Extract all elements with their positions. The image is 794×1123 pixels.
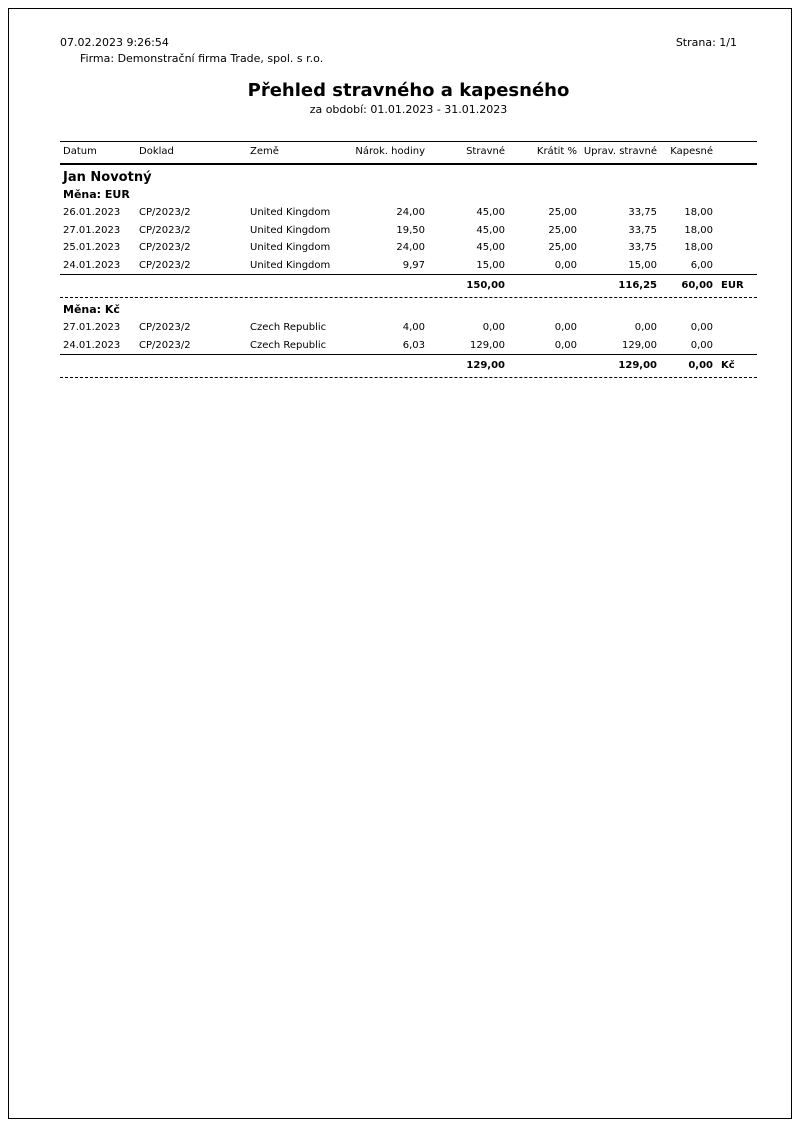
total-stravne: 129,00: [466, 360, 505, 371]
cell-doklad: CP/2023/2: [139, 207, 191, 218]
cell-uprav: 33,75: [628, 242, 657, 253]
currency-group-eur: [60, 187, 757, 298]
cell-datum: 24.01.2023: [63, 259, 121, 271]
cell-narok: 19,50: [396, 224, 425, 236]
cell-datum: 27.01.2023: [63, 322, 121, 333]
cell-stravne: 45,00: [476, 207, 505, 218]
cell-narok: 6,03: [402, 339, 425, 351]
table-row: [60, 337, 757, 355]
report-datetime: 07.02.2023 9:26:54: [60, 36, 169, 49]
table-row: [60, 222, 757, 240]
cell-zeme: United Kingdom: [250, 242, 331, 253]
cell-narok: 4,00: [402, 322, 425, 333]
total-currency: Kč: [721, 360, 735, 371]
cell-kapesne: 0,00: [690, 339, 713, 351]
report-subtitle: za období: 01.01.2023 - 31.01.2023: [309, 103, 508, 116]
cell-datum: 27.01.2023: [63, 224, 121, 236]
report-content: [60, 0, 757, 382]
report-meta-row: [60, 36, 757, 50]
cell-kratit: 0,00: [554, 259, 577, 271]
cell-uprav: 33,75: [628, 224, 657, 236]
cell-kratit: 0,00: [554, 339, 577, 351]
cell-stravne: 15,00: [476, 259, 505, 271]
cell-uprav: 33,75: [628, 207, 657, 218]
column-header-kapesne: Kapesné: [670, 146, 713, 157]
cell-stravne: 45,00: [476, 224, 505, 236]
cell-datum: 26.01.2023: [63, 207, 121, 218]
cell-doklad: CP/2023/2: [139, 259, 191, 271]
cell-kratit: 25,00: [548, 242, 577, 253]
total-kapesne: 0,00: [688, 360, 713, 371]
currency-group-label: Měna: Kč: [63, 303, 120, 316]
column-header-datum: Datum: [63, 146, 97, 157]
cell-uprav: 15,00: [628, 259, 657, 271]
company-line: Firma: Demonstrační firma Trade, spol. s r.o.: [80, 52, 324, 65]
total-uprav: 129,00: [618, 360, 657, 371]
cell-uprav: 129,00: [622, 339, 657, 351]
cell-zeme: United Kingdom: [250, 207, 331, 218]
column-header-kratit: Krátit %: [536, 146, 577, 157]
cell-stravne: 0,00: [482, 322, 505, 333]
cell-currency: [713, 222, 757, 240]
table-row: [60, 204, 757, 222]
cell-zeme: United Kingdom: [250, 259, 331, 271]
column-header-doklad: Doklad: [139, 146, 174, 157]
cell-zeme: United Kingdom: [250, 224, 331, 236]
cell-kapesne: 18,00: [684, 224, 713, 236]
total-kapesne: 60,00: [681, 280, 713, 291]
cell-doklad: CP/2023/2: [139, 242, 191, 253]
report-table: [60, 141, 757, 378]
cell-kapesne: 0,00: [690, 322, 713, 333]
report-title: Přehled stravného a kapesného: [247, 80, 570, 101]
cell-stravne: 129,00: [470, 339, 505, 351]
cell-kratit: 0,00: [554, 322, 577, 333]
cell-zeme: Czech Republic: [250, 322, 327, 333]
total-currency: EUR: [721, 280, 744, 291]
cell-narok: 24,00: [396, 242, 425, 253]
cell-zeme: Czech Republic: [250, 339, 327, 351]
cell-uprav: 0,00: [634, 322, 657, 333]
cell-datum: 25.01.2023: [63, 242, 121, 253]
table-row: [60, 319, 757, 337]
cell-kapesne: 6,00: [690, 259, 713, 271]
group-total-row: [60, 354, 757, 378]
column-header-currency-spacer: [713, 146, 757, 158]
cell-doklad: CP/2023/2: [139, 322, 191, 333]
cell-doklad: CP/2023/2: [139, 339, 191, 351]
group-total-row: [60, 274, 757, 298]
cell-kratit: 25,00: [548, 207, 577, 218]
cell-currency: [713, 319, 757, 337]
employee-name: Jan Novotný: [63, 170, 152, 185]
cell-kratit: 25,00: [548, 224, 577, 236]
currency-group-label: Měna: EUR: [63, 188, 130, 201]
column-header-narok: Nárok. hodiny: [355, 146, 425, 157]
currency-group-kc: [60, 302, 757, 378]
cell-currency: [713, 204, 757, 222]
cell-currency: [713, 239, 757, 257]
column-header-stravne: Stravné: [466, 146, 505, 157]
table-row: [60, 257, 757, 275]
table-row: [60, 239, 757, 257]
total-stravne: 150,00: [466, 280, 505, 291]
page-number: Strana: 1/1: [675, 36, 737, 49]
table-header-row: [60, 141, 757, 165]
cell-stravne: 45,00: [476, 242, 505, 253]
cell-narok: 9,97: [402, 259, 425, 271]
cell-currency: [713, 337, 757, 355]
cell-kapesne: 18,00: [684, 242, 713, 253]
column-header-zeme: Země: [250, 146, 279, 157]
cell-currency: [713, 257, 757, 275]
cell-narok: 24,00: [396, 207, 425, 218]
total-uprav: 116,25: [618, 280, 657, 291]
column-header-uprav: Uprav. stravné: [583, 146, 657, 157]
cell-kapesne: 18,00: [684, 207, 713, 218]
cell-datum: 24.01.2023: [63, 339, 121, 351]
cell-doklad: CP/2023/2: [139, 224, 191, 236]
